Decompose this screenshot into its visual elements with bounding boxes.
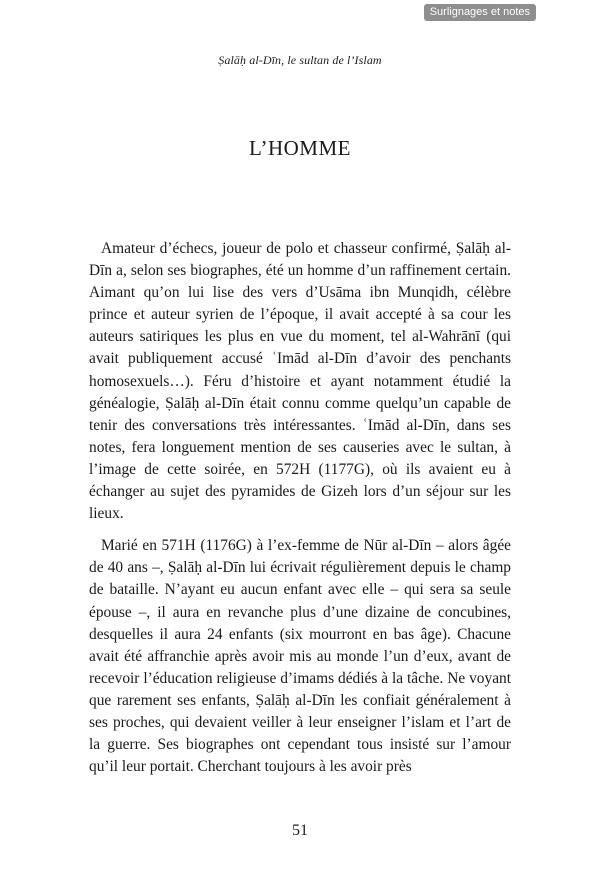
paragraph: Marié en 571H (1176G) à l’ex-femme de Nūr al-Dīn – alors âgée de 40 ans –, Ṣalāḥ al-Dīn lui écrivait régulièrement depuis le champ de bataille. N’ayant eu aucun enfant avec elle – qui sera sa seule épouse –, il aura en revanche plus d’une dizaine de concubines, desquelles il aura 24 enfants (six mourront en bas âge). Chacune avait été affranchie après avoir mis au monde l’un d’eux, avant de recevoir l’éducation religieuse d’imams dédiés à la tâche. Ne voyant que rarement ses enfants, Ṣalāḥ al-Dīn les confiait généralement à ses proches, qui devaient veiller à leur enseigner l’islam et l’art de la guerre. Ses biographes ont cependant tous insisté sur l’amour qu’il leur portait. Cherchant toujours à les avoir près bbox=[89, 537, 511, 776]
page-number: 51 bbox=[292, 822, 308, 839]
top-bar bbox=[424, 2, 536, 21]
running-header: Ṣalāḥ al-Dīn, le sultan de l’Islam bbox=[218, 53, 382, 67]
paragraph: Amateur d’échecs, joueur de polo et chasseur confirmé, Ṣalāḥ al-Dīn a, selon ses biographes, été un homme d’un raffinement certain. Aimant qu’on lui lise des vers d’Usāma ibn Munqidh, célèbre prince et auteur syrien de l’époque, il avait accepté à sa cour les auteurs satiriques les plus en vue du moment, tel al-Wahrānī (qui avait publiquement accusé ʿImād al-Dīn d’avoir des penchants homosexuels…). Féru d’histoire et ayant notamment étudié la généalogie, Ṣalāḥ al-Dīn était connu comme quelqu’un capable de tenir des conversations très intéressantes. ʿImād al-Dīn, dans ses notes, fera longuement mention de ses causeries avec le sultan, à l’image de cette soirée, en 572H (1177G), où ils avaient eu à échanger au sujet des pyramides de Gizeh lors d’un séjour sur les lieux. bbox=[89, 240, 511, 523]
chapter-title: L’HOMME bbox=[249, 136, 351, 160]
highlights-notes-button[interactable]: Surlignages et notes bbox=[424, 4, 536, 21]
body-text bbox=[89, 238, 511, 788]
